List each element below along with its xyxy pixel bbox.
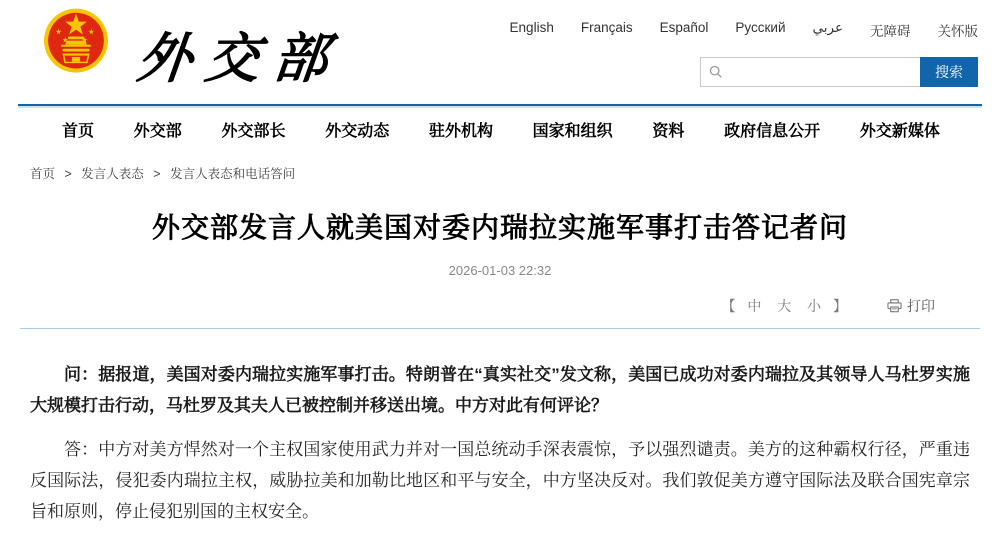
breadcrumb-remarks[interactable]: 发言人表态和电话答问 <box>170 167 296 181</box>
font-size-medium-button[interactable]: 中 <box>747 298 764 314</box>
lang-english[interactable]: English <box>509 20 554 35</box>
nav-item-activities[interactable]: 外交动态 <box>325 122 390 140</box>
article-date: 2026-01-03 22:32 <box>448 263 552 278</box>
font-size-large-button[interactable]: 大 <box>777 298 794 314</box>
breadcrumb <box>0 150 1000 182</box>
site-brand[interactable] <box>42 8 345 93</box>
search-input[interactable] <box>729 59 920 85</box>
question-paragraph: 问：据报道，美国对委内瑞拉实施军事打击。特朗普在“真实社交”发文称，美国已成功对委内瑞拉及其领导人马杜罗实施大规模打击行动，马杜罗及其夫人已被控制并移送出境。中方对此有何评论？ <box>30 365 970 415</box>
header-right <box>509 20 978 87</box>
print-button[interactable] <box>887 296 935 316</box>
nav-item-countries[interactable]: 国家和组织 <box>532 122 613 140</box>
site-title-calligraphy: 外交部 <box>134 26 345 90</box>
breadcrumb-separator: > <box>153 167 161 181</box>
nav-item-resources[interactable]: 资料 <box>652 122 685 140</box>
article <box>0 206 1000 527</box>
main-nav <box>0 108 1000 150</box>
nav-item-ministry[interactable]: 外交部 <box>133 122 182 140</box>
page-title: 外交部发言人就美国对委内瑞拉实施军事打击答记者问 <box>151 212 848 243</box>
font-sizer-open-bracket: 【 <box>721 298 738 314</box>
print-label: 打印 <box>907 298 935 314</box>
lang-russian[interactable]: Русский <box>735 20 786 35</box>
breadcrumb-spokesperson[interactable]: 发言人表态 <box>81 167 144 181</box>
search-icon <box>709 65 723 79</box>
lang-francais[interactable]: Français <box>580 20 633 35</box>
printer-icon <box>887 299 902 313</box>
breadcrumb-separator: > <box>64 167 72 181</box>
lang-accessibility[interactable]: 无障碍 <box>870 24 911 39</box>
lang-arabic[interactable]: عربي <box>812 20 843 35</box>
site-header <box>0 0 1000 104</box>
font-size-small-button[interactable]: 小 <box>807 298 824 314</box>
national-emblem-icon <box>42 8 110 76</box>
search-row <box>548 57 978 87</box>
nav-item-home[interactable]: 首页 <box>62 122 95 140</box>
article-tools <box>30 296 970 316</box>
breadcrumb-home[interactable]: 首页 <box>30 167 56 181</box>
font-sizer-close-bracket: 】 <box>833 298 849 314</box>
nav-item-new-media[interactable]: 外交新媒体 <box>859 122 940 140</box>
article-divider <box>20 328 980 329</box>
answer-paragraph: 答：中方对美方悍然对一个主权国家使用武力并对一国总统动手深表震惊，予以强烈谴责。美方的这种霸权行径，严重违反国际法，侵犯委内瑞拉主权，威胁拉美和加勒比地区和平与安全，中方坚决反对。我们敦促美方遵守国际法及联合国宪章宗旨和原则，停止侵犯别国的主权安全。 <box>30 440 970 521</box>
font-size-controls <box>721 296 849 316</box>
search-box <box>700 57 920 87</box>
nav-item-minister[interactable]: 外交部长 <box>221 122 286 140</box>
nav-item-missions[interactable]: 驻外机构 <box>428 122 493 140</box>
language-switcher <box>509 20 978 40</box>
lang-care-version[interactable]: 关怀版 <box>937 24 978 39</box>
nav-item-gov-info[interactable]: 政府信息公开 <box>724 122 821 140</box>
article-body <box>30 359 970 527</box>
search-button[interactable]: 搜索 <box>920 57 978 87</box>
lang-espanol[interactable]: Español <box>659 20 709 35</box>
